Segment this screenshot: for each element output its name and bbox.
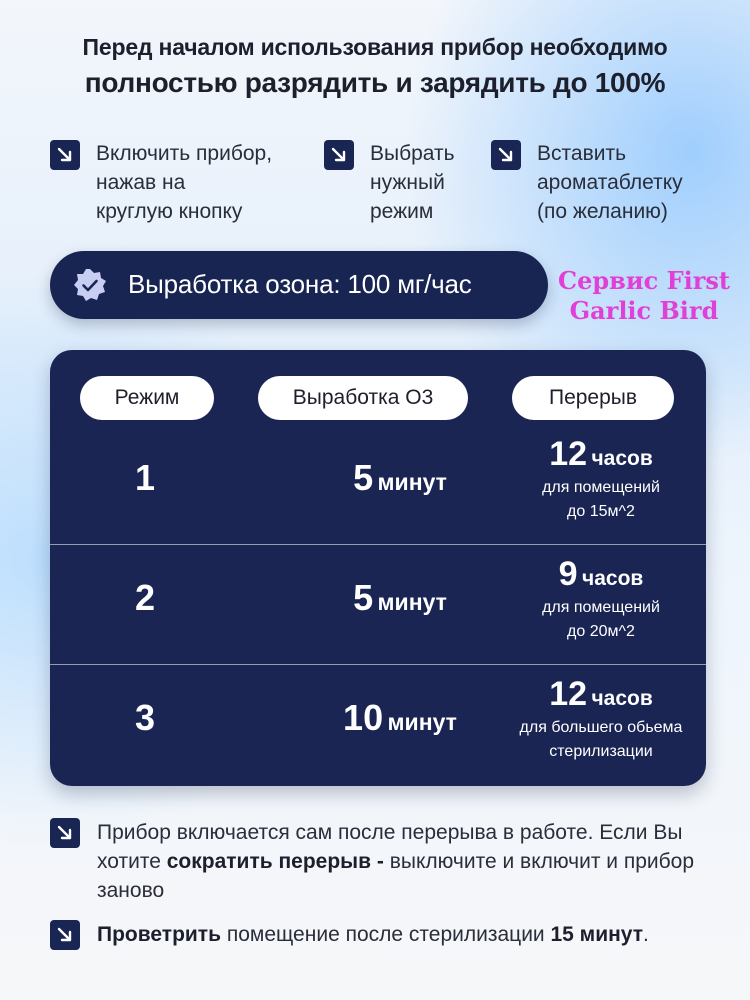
production-time — [280, 577, 520, 619]
header-mode: Режим — [80, 376, 214, 420]
title-line-1: Перед началом использования прибор необходимо — [82, 34, 668, 60]
ozone-output-banner — [50, 251, 548, 319]
step-insert-tablet — [491, 140, 683, 226]
step-select-mode — [324, 140, 455, 226]
production-unit: минут — [387, 709, 457, 735]
modes-table — [50, 350, 706, 786]
production-value: 5 — [353, 457, 374, 498]
production-unit: минут — [377, 469, 447, 495]
note-text: Прибор включается сам после перерыва в работе. Если Вы хотите сократить перерыв - выключите и включит и прибор заново — [97, 821, 695, 902]
break-time — [508, 555, 694, 644]
production-value: 5 — [353, 577, 374, 618]
step-text: Включить прибор, нажав на круглую кнопку — [96, 142, 273, 223]
mode-number: 3 — [134, 697, 156, 738]
step-text: Вставить ароматаблетку (по желанию) — [537, 142, 683, 223]
break-time — [508, 675, 694, 764]
note-emphasis: 15 минут — [550, 923, 644, 946]
arrow-down-right-icon — [50, 920, 80, 950]
note-ventilate — [50, 920, 727, 950]
break-unit: часов — [582, 567, 644, 590]
table-row — [50, 545, 706, 665]
watermark — [548, 266, 740, 326]
verified-badge-icon — [72, 267, 108, 303]
step-turn-on — [50, 140, 272, 226]
production-value: 10 — [343, 697, 384, 738]
production-time — [280, 457, 520, 499]
break-unit: часов — [591, 447, 653, 470]
production-unit: минут — [377, 589, 447, 615]
arrow-down-right-icon — [50, 140, 80, 170]
break-note: для помещений до 15м^2 — [542, 479, 660, 520]
break-value: 9 — [558, 555, 578, 593]
arrow-down-right-icon — [324, 140, 354, 170]
note-text: Проветрить помещение после стерилизации 15 минут. — [97, 923, 649, 946]
mode-number: 2 — [134, 577, 156, 618]
note-emphasis: сократить перерыв - — [166, 850, 384, 873]
arrow-down-right-icon — [491, 140, 521, 170]
ozone-output-text: Выработка озона: 100 мг/час — [128, 269, 472, 299]
break-note: для большего обьема стерилизации — [519, 719, 683, 760]
mode-number: 1 — [134, 457, 156, 498]
header-break: Перерыв — [512, 376, 674, 420]
break-value: 12 — [549, 675, 588, 713]
table-row — [50, 665, 706, 785]
page-title — [0, 34, 750, 99]
step-text: Выбрать нужный режим — [370, 142, 455, 223]
break-time — [508, 435, 694, 524]
break-unit: часов — [591, 687, 653, 710]
table-row — [50, 425, 706, 545]
break-note: для помещений до 20м^2 — [542, 599, 660, 640]
header-production: Выработка О3 — [258, 376, 468, 420]
watermark-line-2: Garlic Bird — [569, 296, 719, 325]
production-time — [280, 697, 520, 739]
break-value: 12 — [549, 435, 588, 473]
note-emphasis: Проветрить — [97, 923, 222, 946]
watermark-line-1: Сервис First — [558, 266, 730, 295]
note-auto-restart — [50, 818, 727, 905]
arrow-down-right-icon — [50, 818, 80, 848]
title-line-2: полностью разрядить и зарядить до 100% — [84, 67, 666, 98]
